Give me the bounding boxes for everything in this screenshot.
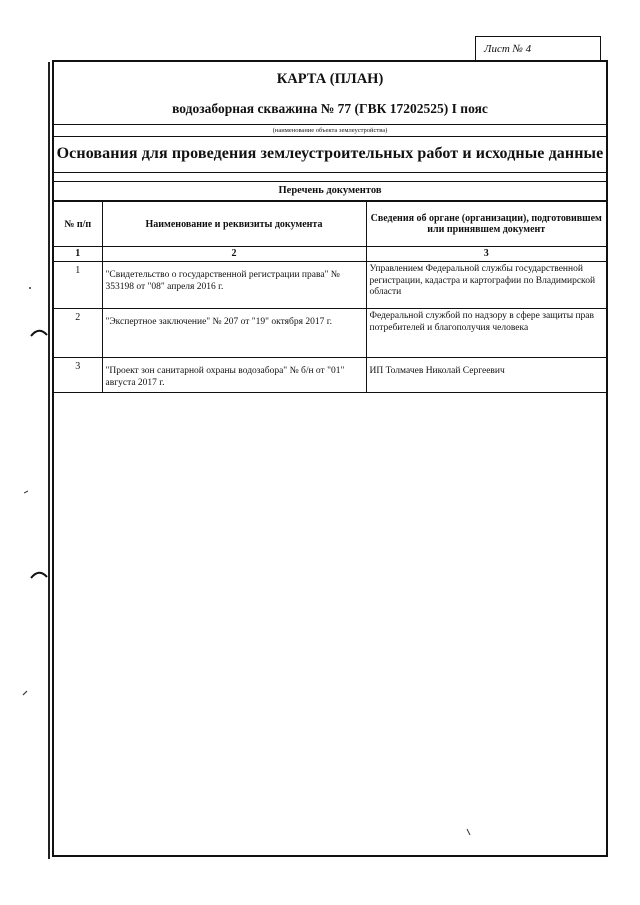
sheet-number: Лист № 4 — [475, 36, 601, 60]
title-block — [54, 62, 606, 125]
document-name: "Экспертное заключение" № 207 от "19" октября 2017 г. — [102, 309, 366, 358]
header-name: Наименование и реквизиты документа — [102, 202, 366, 247]
section-title: Основания для проведения землеустроительных работ и исходные данные — [54, 137, 606, 173]
spacer — [54, 173, 606, 182]
document-organization: Федеральной службой по надзору в сфере защиты прав потребителей и благополучия человека — [366, 309, 606, 358]
scan-speck — [24, 490, 29, 494]
header-num: № п/п — [54, 202, 102, 247]
scan-speck — [28, 286, 32, 290]
table-row — [54, 358, 606, 393]
binder-mark — [30, 568, 48, 580]
scan-speck — [22, 690, 28, 696]
document-name: "Проект зон санитарной охраны водозабора" № б/н от "01" августа 2017 г. — [102, 358, 366, 393]
object-name: водозаборная скважина № 77 (ГВК 17202525) I пояс — [172, 101, 488, 116]
binder-mark — [30, 326, 48, 338]
row-number: 2 — [54, 309, 102, 358]
documents-list-title: Перечень документов — [54, 182, 606, 201]
table-row — [54, 262, 606, 309]
row-number: 1 — [54, 262, 102, 309]
document-title: КАРТА (ПЛАН) — [276, 71, 384, 87]
column-number: 2 — [102, 247, 366, 262]
document-frame — [52, 60, 608, 857]
header-org: Сведения об органе (организации), подготовившем или принявшем документ — [366, 202, 606, 247]
documents-table — [54, 201, 606, 393]
column-number: 3 — [366, 247, 606, 262]
table-header-row — [54, 202, 606, 247]
row-number: 3 — [54, 358, 102, 393]
scan-speck — [466, 828, 471, 836]
document-name: "Свидетельство о государственной регистрации права" № 353198 от "08" апреля 2016 г. — [102, 262, 366, 309]
table-row — [54, 309, 606, 358]
object-caption: (наименование объекта землеустройства) — [54, 125, 606, 137]
document-organization: Управлением Федеральной службы государственной регистрации, кадастра и картографии по Владимирской области — [366, 262, 606, 309]
document-organization: ИП Толмачев Николай Сергеевич — [366, 358, 606, 393]
column-number: 1 — [54, 247, 102, 262]
column-number-row — [54, 247, 606, 262]
